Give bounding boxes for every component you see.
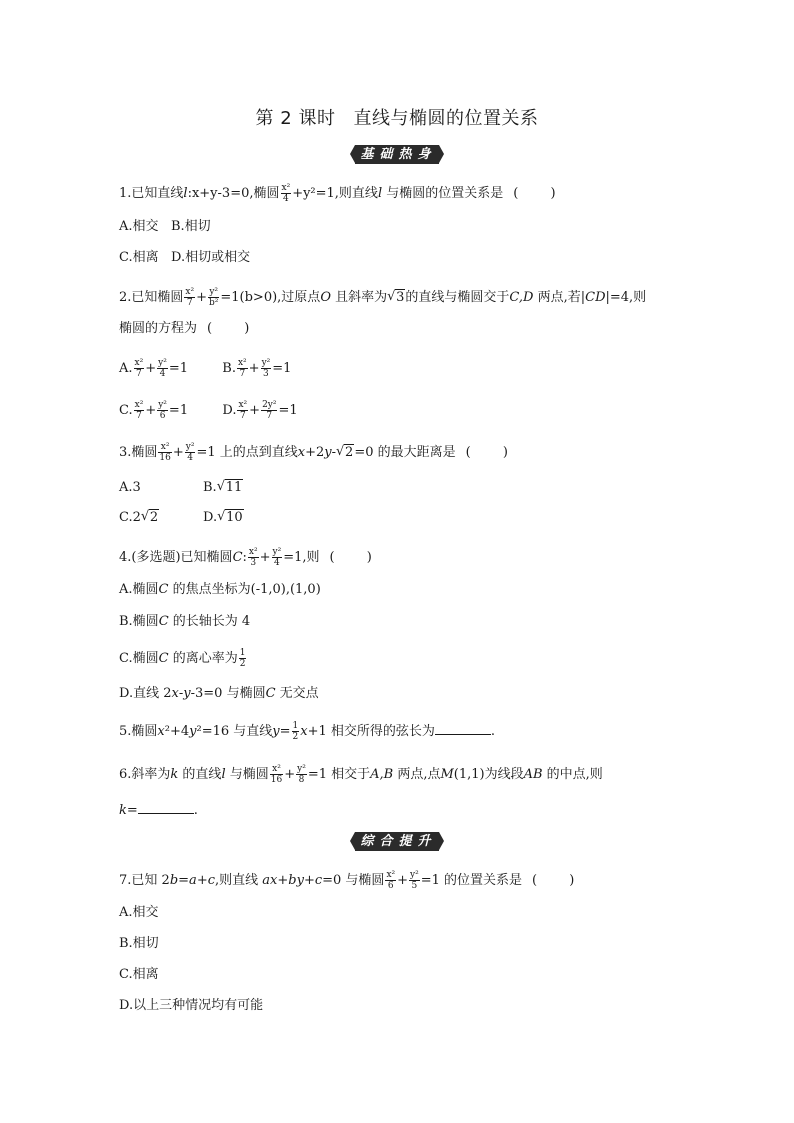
section-banner-advanced: 综合提升 (355, 832, 439, 851)
answer-paren[interactable]: ( ) (207, 321, 264, 336)
option-a[interactable]: A.椭圆C 的焦点坐标为(-1,0),(1,0) (119, 582, 321, 597)
question-5: 5.椭圆x²+4y²=16 与直线y= $\frac{1}{2}$ x+1 相交所得的弦长为 . (119, 721, 496, 742)
question-3: 3.椭圆 $\frac{\text{x²}}{16}$ + $\frac{\text{y²}}{4}$ =1 上的点到直线x+2y- √ 2=0 的最大距离是 ( ) (119, 442, 522, 463)
option-a[interactable]: A.相交 (119, 905, 159, 920)
question-2: 2.已知椭圆 $\frac{\text{x²}}{7}$ + $\frac{\text{y²}}{\text{b²}}$ =1(b>0),过原点O 且斜率为 √ 3的直线与椭圆交于C,D 两点,若|CD|=4,则 (119, 287, 647, 308)
answer-paren[interactable]: ( ) (532, 873, 589, 888)
question-2-options-cd (119, 400, 298, 421)
section-banner-basic: 基础热身 (355, 145, 439, 164)
answer-paren[interactable]: ( ) (513, 186, 570, 201)
option-b[interactable]: B.椭圆C 的长轴长为 4 (119, 614, 251, 629)
option-c[interactable]: C.椭圆C 的离心率为 $\frac{1}{2}$ (119, 648, 246, 669)
option-d[interactable]: D. √ 10 (203, 509, 243, 525)
page-title (0, 104, 794, 130)
option-c[interactable]: C.相离 (119, 250, 159, 265)
option-d[interactable]: D. $\frac{\text{x²}}{7}$ + $\frac{\text{2y²}}{7}$ =1 (222, 400, 298, 421)
option-d[interactable]: D.相切或相交 (171, 250, 251, 265)
lesson-number: 第 2 课时 (255, 108, 336, 129)
option-c[interactable]: C. $\frac{\text{x²}}{7}$ + $\frac{\text{y²}}{6}$ =1 (119, 400, 189, 421)
question-2-line2: 椭圆的方程为 ( ) (119, 321, 264, 336)
question-1: 1.已知直线l:x+y-3=0,椭圆 $\frac{\text{x²}}{4}$ +y²=1,则直线l 与椭圆的位置关系是 ( ) (119, 183, 570, 204)
question-3-options-cd (119, 509, 244, 527)
question-3-options-ab (119, 479, 243, 497)
question-6: 6.斜率为k 的直线l 与椭圆 $\frac{\text{x²}}{16}$ + $\frac{\text{y²}}{8}$ =1 相交于A,B 两点,点M(1,1)为线段AB 的中点,则 (119, 764, 603, 785)
answer-paren[interactable]: ( ) (329, 550, 386, 565)
question-4: 4.(多选题)已知椭圆C: $\frac{\text{x²}}{3}$ + $\frac{\text{y²}}{4}$ =1,则 ( ) (119, 547, 386, 568)
option-b[interactable]: B.相切 (119, 936, 159, 951)
option-c[interactable]: C.相离 (119, 967, 159, 982)
option-d[interactable]: D.直线 2x-y-3=0 与椭圆C 无交点 (119, 686, 319, 701)
option-b[interactable]: B.相切 (170, 219, 211, 234)
option-b[interactable]: B. √ 11 (203, 479, 243, 495)
question-1-options-cd (119, 249, 250, 267)
lesson-topic: 直线与椭圆的位置关系 (353, 108, 539, 129)
question-2-options-ab (119, 358, 291, 379)
option-a[interactable]: A. $\frac{\text{x²}}{7}$ + $\frac{\text{y²}}{4}$ =1 (119, 358, 188, 379)
option-c[interactable]: C.2 √ 2 (119, 509, 159, 525)
question-6-answer-line: k= . (119, 803, 198, 818)
option-b[interactable]: B. $\frac{\text{x²}}{7}$ + $\frac{\text{y²}}{3}$ =1 (222, 358, 292, 379)
answer-blank[interactable] (138, 801, 194, 814)
option-d[interactable]: D.以上三种情况均有可能 (119, 998, 264, 1013)
question-7: 7.已知 2b=a+c,则直线 ax+by+c=0 与椭圆 $\frac{\text{x²}}{6}$ + $\frac{\text{y²}}{5}$ =1 的位置关系是 ( ) (119, 870, 589, 891)
question-1-options-ab (119, 218, 211, 236)
answer-blank[interactable] (435, 722, 491, 735)
option-a[interactable]: A.相交 (119, 219, 159, 234)
option-a[interactable]: A.3 (119, 480, 141, 495)
answer-paren[interactable]: ( ) (465, 445, 522, 460)
